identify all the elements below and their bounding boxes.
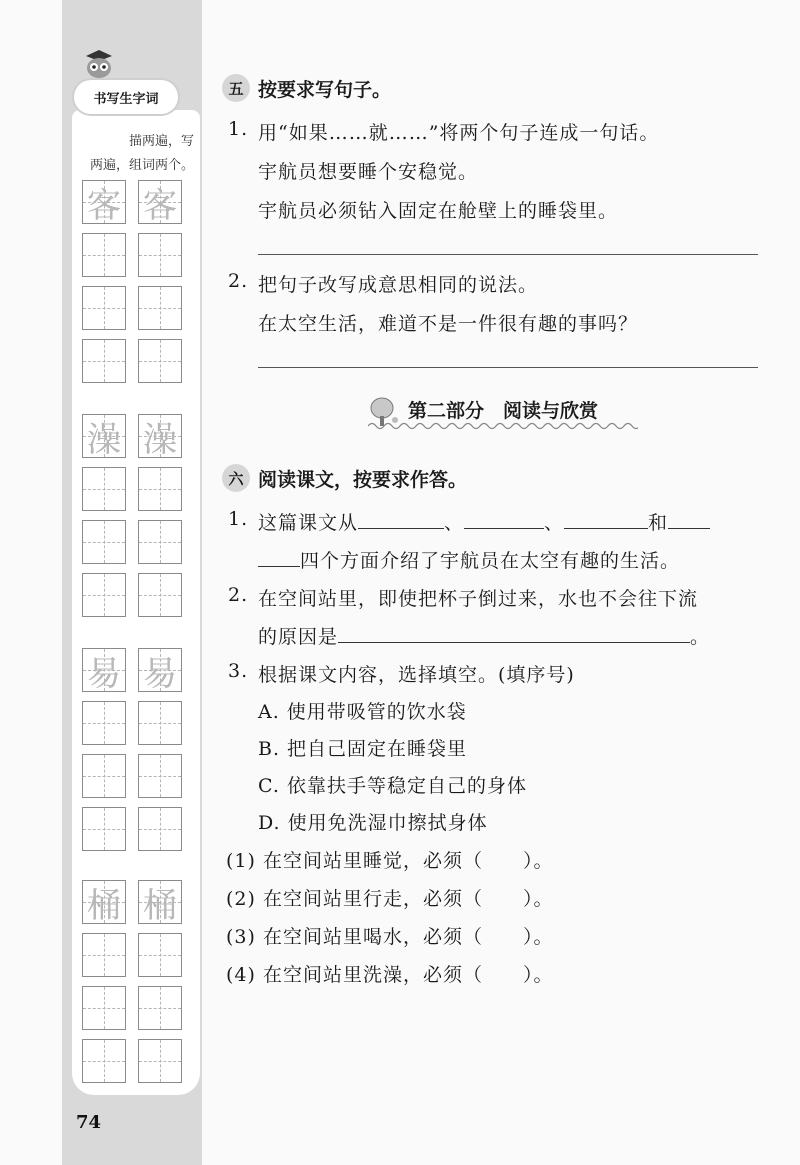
option-a: A. 使用带吸管的饮水袋 [258,701,467,723]
s6-q1-blank-2[interactable] [464,508,544,529]
section6-heading [222,464,467,492]
subquestion-1[interactable]: (1) 在空间站里睡觉，必须（ ）。 [226,850,554,872]
writing-cell[interactable] [82,1039,126,1083]
writing-cell[interactable] [138,233,182,277]
writing-cell[interactable] [138,933,182,977]
s6-q1-sep-1: 、 [444,512,465,534]
s6-q2-blank[interactable] [338,622,690,643]
instruction-line-1: 描两遍，写 [128,134,194,149]
s6-q2-line1: 在空间站里，即使把杯子倒过来，水也不会往下流 [258,588,699,610]
page-number: 74 [76,1112,102,1133]
writing-cell[interactable] [138,520,182,564]
s5-q2-sentence: 在太空生活，难道不是一件很有趣的事吗？ [258,313,639,335]
s6-q1-line1 [258,508,710,535]
s6-q2-line2 [258,622,710,649]
s6-q1-blank-1[interactable] [358,508,444,529]
section6-title: 阅读课文，按要求作答。 [258,468,468,491]
s5-q2-number: 2. [228,270,249,292]
section5-heading [222,74,391,102]
owl-mascot-icon [82,48,116,80]
trace-character: 易 [87,653,121,694]
writing-cell[interactable] [138,339,182,383]
option-b: B. 把自己固定在睡袋里 [258,738,468,760]
trace-cell [138,414,182,458]
s6-q1-and: 和 [648,512,669,534]
s6-q1-number: 1. [228,508,249,530]
writing-cell[interactable] [138,701,182,745]
trace-cell [82,880,126,924]
s5-q1-answer-line[interactable] [258,254,758,255]
s5-q1-number: 1. [228,118,249,140]
s5-q2-text: 把句子改写成意思相同的说法。 [258,274,539,296]
s6-q1-line2 [258,546,680,573]
s6-q1-suffix: 四个方面介绍了宇航员在太空有趣的生活。 [300,550,681,572]
writing-cell[interactable] [82,286,126,330]
s6-q1-prefix: 这篇课文从 [258,512,359,534]
writing-cell[interactable] [82,573,126,617]
writing-cell[interactable] [82,467,126,511]
trace-cell [138,648,182,692]
writing-cell[interactable] [138,467,182,511]
s6-q1-blank-4b[interactable] [258,546,300,567]
writing-cell[interactable] [82,701,126,745]
s6-q2-number: 2. [228,584,249,606]
writing-cell[interactable] [82,233,126,277]
s5-q1-text: 用“如果……就……”将两个句子连成一句话。 [258,122,660,144]
trace-character: 澡 [143,419,177,460]
option-c: C. 依靠扶手等稳定自己的身体 [258,775,527,797]
s6-q3-number: 3. [228,660,249,682]
writing-cell[interactable] [82,339,126,383]
trace-character: 客 [143,185,177,226]
s5-q2-answer-line[interactable] [258,367,758,368]
part2-title: 第二部分 阅读与欣赏 [408,400,599,422]
trace-cell [82,180,126,224]
writing-cell[interactable] [82,933,126,977]
option-d: D. 使用免洗湿巾擦拭身体 [258,812,488,834]
decorative-wavy-underline [368,418,638,434]
s6-q1-sep-2: 、 [544,512,565,534]
section6-badge: 六 [222,464,250,492]
trace-cell [138,880,182,924]
writing-cell[interactable] [82,520,126,564]
sidebar-title: 书写生字词 [74,80,178,114]
trace-cell [82,648,126,692]
writing-cell[interactable] [138,807,182,851]
s6-q2-prefix: 的原因是 [258,626,339,648]
s5-q1-sentence-1: 宇航员想要睡个安稳觉。 [258,161,479,183]
subquestion-4[interactable]: (4) 在空间站里洗澡，必须（ ）。 [226,964,554,986]
writing-cell[interactable] [138,986,182,1030]
s6-q1-blank-3[interactable] [564,508,648,529]
s5-q1-sentence-2: 宇航员必须钻入固定在舱壁上的睡袋里。 [258,200,619,222]
writing-cell[interactable] [138,754,182,798]
trace-cell [82,414,126,458]
sidebar-instruction [80,130,194,178]
trace-character: 桶 [143,885,177,926]
writing-cell[interactable] [138,1039,182,1083]
writing-cell[interactable] [138,286,182,330]
subquestion-2[interactable]: (2) 在空间站里行走，必须（ ）。 [226,888,554,910]
subquestion-3[interactable]: (3) 在空间站里喝水，必须（ ）。 [226,926,554,948]
trace-character: 客 [87,185,121,226]
section5-title: 按要求写句子。 [258,78,392,101]
writing-cell[interactable] [82,807,126,851]
trace-character: 易 [143,653,177,694]
trace-cell [138,180,182,224]
trace-character: 桶 [87,885,121,926]
writing-cell[interactable] [138,573,182,617]
instruction-line-2: 两遍，组词两个。 [89,158,194,173]
s6-q2-period: 。 [690,626,711,648]
s6-q3-text: 根据课文内容，选择填空。(填序号) [258,664,575,686]
trace-character: 澡 [87,419,121,460]
writing-cell[interactable] [82,754,126,798]
s6-q1-blank-4a[interactable] [668,508,710,529]
writing-cell[interactable] [82,986,126,1030]
section5-badge: 五 [222,74,250,102]
